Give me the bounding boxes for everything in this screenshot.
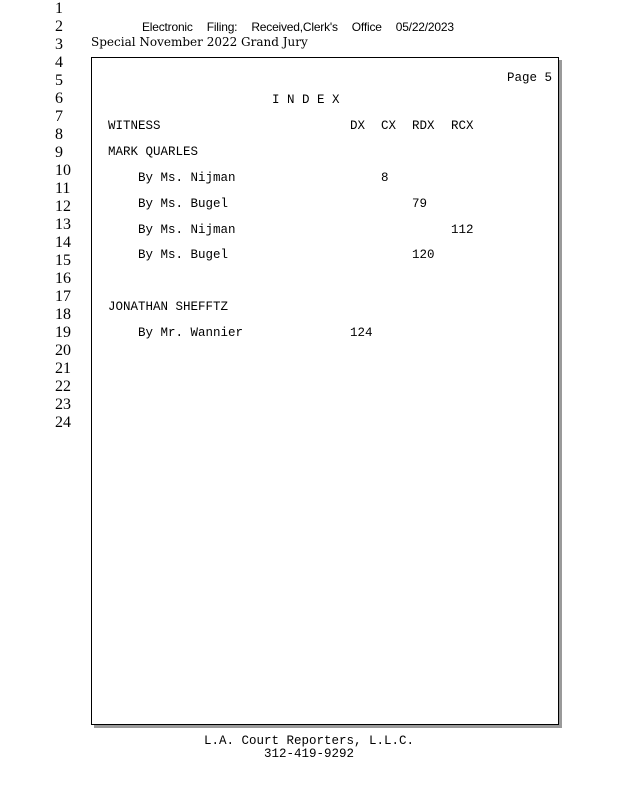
rdx-page: 120 <box>412 248 435 262</box>
line-number: 18 <box>55 306 71 323</box>
stamp-word: Office <box>351 20 382 34</box>
line-number: 24 <box>55 414 71 431</box>
examiner: By Ms. Nijman <box>138 171 236 185</box>
line-number: 3 <box>55 36 63 53</box>
line-number: 14 <box>55 234 71 251</box>
examiner: By Ms. Nijman <box>138 223 236 237</box>
efiling-stamp <box>142 20 468 34</box>
stamp-word: Electronic <box>142 20 193 34</box>
reporter-company: L.A. Court Reporters, L.L.C. <box>203 734 415 748</box>
line-number: 11 <box>55 180 71 197</box>
col-rdx: RDX <box>412 119 435 133</box>
col-witness: WITNESS <box>108 119 161 133</box>
line-number: 1 <box>55 0 63 17</box>
dx-page: 124 <box>350 326 373 340</box>
cx-page: 8 <box>381 171 389 185</box>
line-number: 2 <box>55 18 63 35</box>
line-number: 10 <box>55 162 71 179</box>
col-cx: CX <box>381 119 397 133</box>
rdx-page: 79 <box>412 197 428 211</box>
line-number: 12 <box>55 198 71 215</box>
reporter-phone: 312-419-9292 <box>263 747 354 761</box>
rcx-page: 112 <box>451 223 474 237</box>
stamp-date: 05/22/2023 <box>395 20 454 34</box>
witness-name: MARK QUARLES <box>108 145 199 159</box>
line-number: 4 <box>55 54 63 71</box>
line-number: 20 <box>55 342 71 359</box>
col-dx: DX <box>350 119 366 133</box>
line-number: 7 <box>55 108 63 125</box>
line-number: 15 <box>55 252 71 269</box>
index-title: I N D E X <box>272 93 340 107</box>
line-number: 8 <box>55 126 63 143</box>
page-label: Page 5 <box>506 71 552 85</box>
line-number: 23 <box>55 396 71 413</box>
stamp-word: Received,Clerk's <box>251 20 338 34</box>
line-number: 9 <box>55 144 63 161</box>
line-number: 19 <box>55 324 71 341</box>
line-number: 6 <box>55 90 63 107</box>
col-rcx: RCX <box>451 119 474 133</box>
line-number: 17 <box>55 288 71 305</box>
examiner: By Ms. Bugel <box>138 197 229 211</box>
line-number: 21 <box>55 360 71 377</box>
line-number: 22 <box>55 378 71 395</box>
line-number: 5 <box>55 72 63 89</box>
witness-name: JONATHAN SHEFFTZ <box>108 300 229 314</box>
jury-title: Special November 2022 Grand Jury <box>91 35 308 49</box>
line-number-column <box>55 0 85 800</box>
examiner: By Mr. Wannier <box>138 326 244 340</box>
transcript-page <box>91 57 559 725</box>
line-number: 16 <box>55 270 71 287</box>
examiner: By Ms. Bugel <box>138 248 229 262</box>
line-number: 13 <box>55 216 71 233</box>
stamp-word: Filing: <box>206 20 238 34</box>
